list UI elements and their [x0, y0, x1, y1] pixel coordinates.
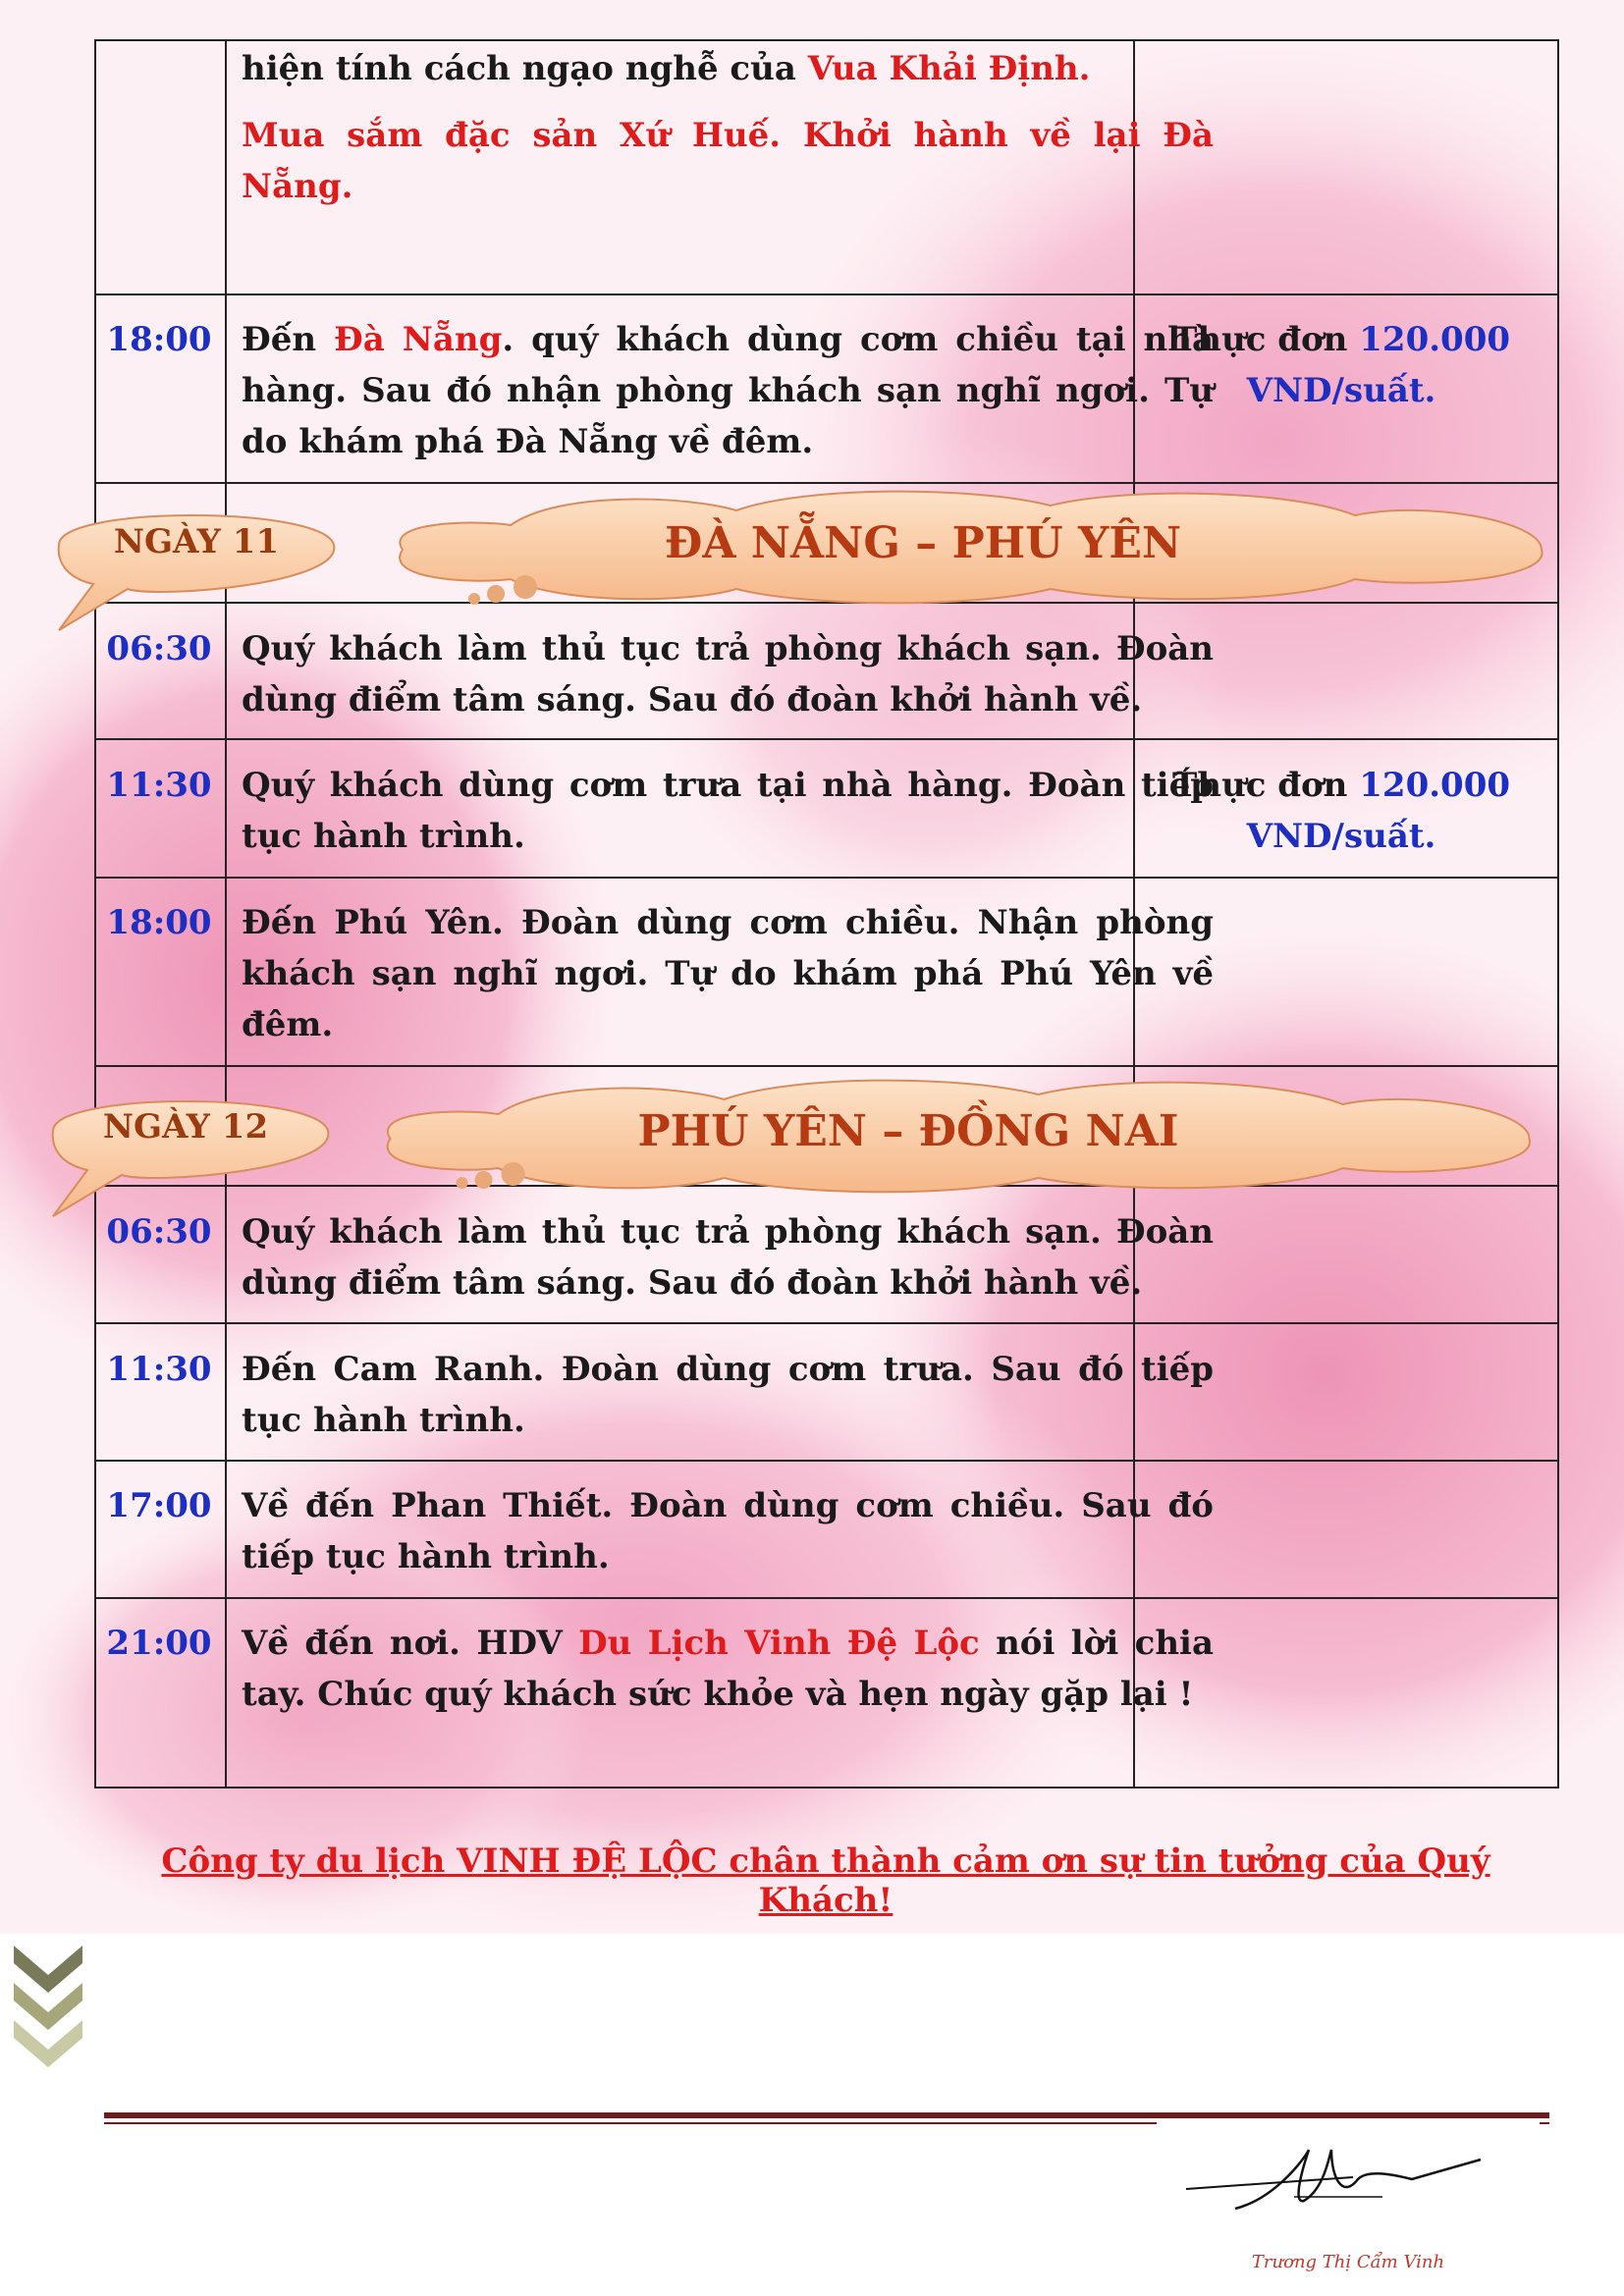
activity-description: Về đến Phan Thiết. Đoàn dùng cơm chiều. Sau đó tiếp tục hành trình. [242, 1486, 1214, 1576]
thank-you-message: Công ty du lịch VINH ĐỆ LỘC chân thành cảm ơn sự tin tưởng của Quý Khách! [161, 1842, 1490, 1920]
meal-note [1135, 760, 1547, 862]
time-cell: 11:30 [106, 766, 212, 805]
table-border-right [1557, 39, 1559, 1789]
note-price: 120.000 [1359, 766, 1511, 805]
signature-image [1157, 2120, 1540, 2287]
desc-text: Về đến nơi. HDV [242, 1624, 579, 1663]
table-row [94, 43, 1557, 294]
note-label: Thực đơn [1171, 766, 1360, 805]
desc-text: Đến [242, 320, 335, 359]
note-label: Thực đơn [1171, 320, 1360, 359]
table-row [94, 1344, 1557, 1457]
day-route-title: PHÚ YÊN – ĐỒNG NAI [637, 1106, 1179, 1156]
table-row [94, 1206, 1557, 1319]
time-cell: 17:00 [106, 1486, 212, 1525]
row-divider [94, 294, 1559, 295]
table-row [94, 623, 1557, 736]
desc-text: hiện tính cách ngạo nghễ của [242, 49, 808, 88]
note-price: 120.000 [1359, 320, 1511, 359]
time-cell: 21:00 [106, 1624, 212, 1663]
signature-name: Trương Thị Cẩm Vinh [1251, 2252, 1445, 2272]
table-border-bottom [94, 1787, 1559, 1789]
time-cell: 18:00 [106, 903, 212, 942]
day-label: NGÀY 12 [102, 1107, 269, 1147]
desc-highlight: Du Lịch Vinh Đệ Lộc [578, 1624, 980, 1663]
row-divider [94, 1322, 1559, 1324]
row-divider [94, 738, 1559, 740]
desc-text: nói lời chia tay. Chúc quý khách sức khỏe và hẹn ngày gặp lại ! [242, 1624, 1214, 1714]
day-route-title: ĐÀ NẴNG – PHÚ YÊN [664, 518, 1182, 568]
row-divider [94, 1065, 1559, 1067]
note-unit: VND/suất. [1246, 817, 1436, 856]
note-unit: VND/suất. [1246, 371, 1436, 410]
row-divider [94, 1597, 1559, 1599]
activity-description [242, 110, 1214, 212]
activity-description: Quý khách làm thủ tục trả phòng khách sạn. Đoàn dùng điểm tâm sáng. Sau đó đoàn khởi hành về. [242, 1212, 1214, 1303]
chevron-down-icon [14, 1946, 82, 2073]
time-cell: 06:30 [106, 1212, 212, 1252]
table-row [94, 314, 1557, 481]
row-divider [94, 1460, 1559, 1462]
activity-description: Quý khách làm thủ tục trả phòng khách sạn. Đoàn dùng điểm tâm sáng. Sau đó đoàn khởi hành về. [242, 629, 1214, 720]
footer-divider [104, 2112, 1549, 2118]
row-divider [94, 877, 1559, 879]
time-cell: 06:30 [106, 629, 212, 668]
table-row [94, 760, 1557, 873]
day-label: NGÀY 11 [113, 522, 280, 561]
activity-description [242, 314, 1214, 467]
desc-highlight: Đà Nẵng [334, 320, 503, 359]
time-cell: 11:30 [106, 1350, 212, 1389]
meal-note [1135, 314, 1547, 416]
table-row [94, 897, 1557, 1064]
day-badge-bubble [39, 491, 353, 638]
desc-text: . quý khách dùng cơm chiều tại nhà hàng. Sau đó nhận phòng khách sạn nghĩ ngơi. Tự do khám phá Đà Nẵng về đêm. [242, 320, 1215, 461]
day-badge-bubble [33, 1077, 348, 1224]
activity-description [242, 43, 1214, 94]
table-row [94, 1618, 1557, 1785]
activity-description [242, 1618, 1214, 1720]
table-row [94, 1480, 1557, 1593]
desc-highlight: Mua sắm đặc sản Xứ Huế. Khởi hành về lại Đà Nẵng. [242, 116, 1214, 206]
time-cell: 18:00 [106, 320, 212, 359]
table-border-top [94, 39, 1559, 41]
desc-highlight: Vua Khải Định. [807, 49, 1091, 88]
activity-description: Đến Phú Yên. Đoàn dùng cơm chiều. Nhận phòng khách sạn nghĩ ngơi. Tự do khám phá Phú Yên về đêm. [242, 903, 1214, 1044]
activity-description: Đến Cam Ranh. Đoàn dùng cơm trưa. Sau đó tiếp tục hành trình. [242, 1350, 1214, 1440]
activity-description: Quý khách dùng cơm trưa tại nhà hàng. Đoàn tiếp tục hành trình. [242, 766, 1214, 856]
